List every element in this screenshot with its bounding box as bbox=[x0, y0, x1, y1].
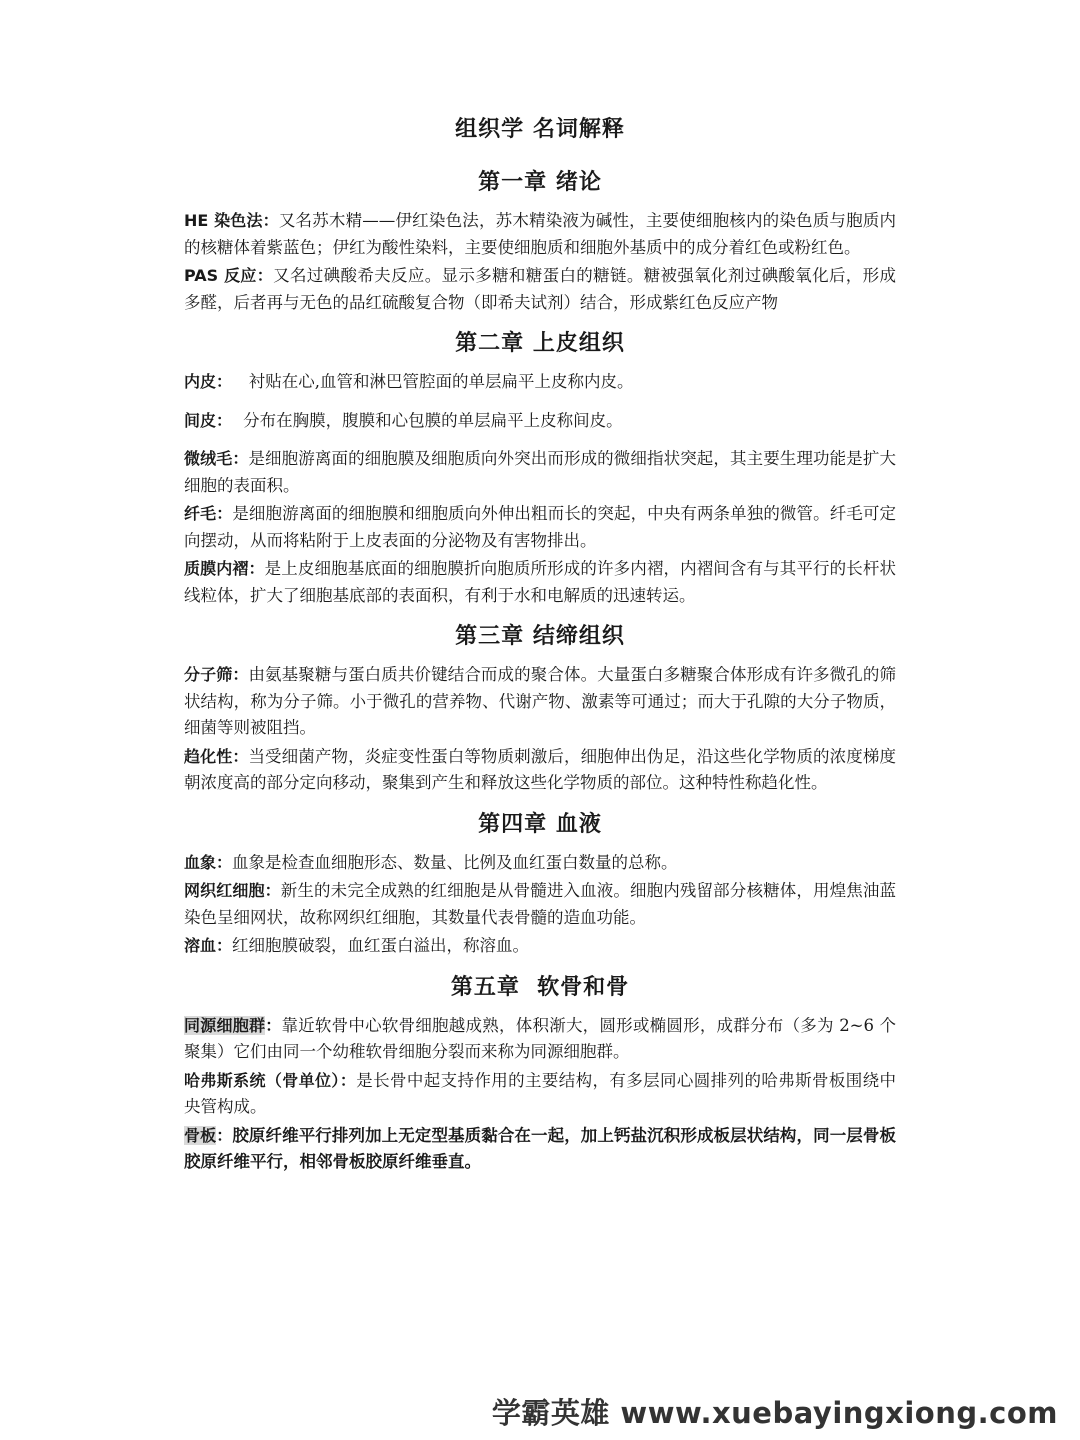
term: 趋化性 bbox=[184, 746, 233, 766]
definition: 是细胞游离面的细胞膜和细胞质向外伸出粗而长的突起，中央有两条单独的微管。纤毛可定向摆动，从而将粘附于上皮表面的分泌物及有害物排出。 bbox=[184, 504, 896, 550]
chapter-title: 第四章 血液 bbox=[478, 810, 602, 837]
term: 纤毛 bbox=[184, 504, 217, 523]
definition: 血象是检查血细胞形态、数量、比例及血红蛋白数量的总称。 bbox=[232, 852, 678, 872]
definition: 又名过碘酸希夫反应。显示多糖和糖蛋白的糖链。糖被强氧化剂过碘酸氧化后，形成多醛，后者再与无色的品红硫酸复合物（即希夫试剂）结合，形成紫红色反应产物 bbox=[184, 266, 896, 312]
term: 溶血 bbox=[184, 936, 217, 955]
watermark-text: 学霸英雄 www.xuebayingxiong.com bbox=[491, 1396, 1058, 1430]
term: 骨板 bbox=[184, 1125, 217, 1145]
entry-hemolysis bbox=[184, 933, 896, 960]
definition: 新生的未完全成熟的红细胞是从骨髓进入血液。细胞内残留部分核糖体，用煌焦油蓝染色呈细网状，故称网织红细胞，其数量代表骨髓的造血功能。 bbox=[184, 881, 896, 927]
entry-chemotaxis bbox=[184, 744, 896, 797]
definition: 靠近软骨中心软骨细胞越成熟，体积渐大，圆形或椭圆形，成群分布（多为 2~6 个聚集）它们由同一个幼稚软骨细胞分裂而来称为同源细胞群。 bbox=[184, 1015, 896, 1061]
entry-microvilli bbox=[184, 446, 896, 499]
chapter-4 bbox=[184, 807, 896, 960]
entry-hemogram bbox=[184, 850, 896, 877]
term: PAS 反应 bbox=[184, 266, 257, 285]
chapter-5 bbox=[184, 970, 896, 1176]
term: 间皮 bbox=[184, 410, 217, 430]
definition: 红细胞膜破裂，血红蛋白溢出，称溶血。 bbox=[232, 936, 530, 955]
term-separator: ： bbox=[248, 559, 265, 578]
chapter-3 bbox=[184, 619, 896, 797]
term-separator: ： bbox=[216, 936, 233, 955]
entry-mesothelium bbox=[184, 408, 896, 435]
document-title: 组织学 名词解释 bbox=[455, 116, 625, 142]
term-separator: ： bbox=[216, 372, 249, 391]
term-separator: ： bbox=[264, 881, 281, 900]
entry-cilia bbox=[184, 501, 896, 554]
entry-molecular-sieve bbox=[184, 662, 896, 742]
document-page bbox=[184, 112, 896, 1178]
term: 质膜内褶 bbox=[184, 559, 249, 578]
definition: 当受细菌产物，炎症变性蛋白等物质刺激后，细胞伸出伪足，沿这些化学物质的浓度梯度朝浓度高的部分定向移动，聚集到产生和释放这些化学物质的部位。这种特性称趋化性。 bbox=[184, 746, 896, 792]
chapter-title: 第五章 软骨和骨 bbox=[450, 973, 630, 1000]
chapter-1 bbox=[184, 165, 896, 316]
chapter-title: 第二章 上皮组织 bbox=[455, 330, 625, 356]
entry-plasma-membrane-infolding bbox=[184, 556, 896, 609]
definition: 胶原纤维平行排列加上无定型基质黏合在一起，加上钙盐沉积形成板层状结构，同一层骨板胶原纤维平行，相邻骨板胶原纤维垂直。 bbox=[184, 1125, 896, 1171]
definition: 又名苏木精——伊红染色法，苏木精染液为碱性，主要使细胞核内的染色质与胞质内的核糖体着紫蓝色；伊红为酸性染料，主要使细胞质和细胞外基质中的成分着红色或粉红色。 bbox=[184, 211, 896, 257]
entry-haversian-system bbox=[184, 1068, 896, 1121]
chapter-title: 第一章 绪论 bbox=[478, 169, 602, 195]
term: 分子筛 bbox=[184, 665, 233, 684]
term: 微绒毛 bbox=[184, 449, 233, 468]
chapter-title: 第三章 结缔组织 bbox=[455, 623, 625, 649]
term: 哈弗斯系统（骨单位） bbox=[184, 1070, 340, 1090]
chapter-2 bbox=[184, 326, 896, 609]
term: 内皮 bbox=[184, 372, 217, 391]
entry-isogenous-group bbox=[184, 1013, 896, 1066]
entry-pas-reaction bbox=[184, 263, 896, 316]
term-separator: ： bbox=[232, 746, 249, 766]
definition: 是细胞游离面的细胞膜及细胞质向外突出而形成的微细指状突起，其主要生理功能是扩大细胞的表面积。 bbox=[184, 449, 896, 495]
definition: 是长骨中起支持作用的主要结构，有多层同心圆排列的哈弗斯骨板围绕中央管构成。 bbox=[184, 1070, 896, 1116]
term-separator: ： bbox=[339, 1070, 357, 1090]
definition: 是上皮细胞基底面的细胞膜折向胞质所形成的许多内褶，内褶间含有与其平行的长杆状线粒体，扩大了细胞基底部的表面积，有利于水和电解质的迅速转运。 bbox=[184, 559, 896, 605]
term: 网织红细胞 bbox=[184, 881, 265, 900]
term-separator: ： bbox=[256, 266, 274, 285]
term-separator: ： bbox=[232, 449, 249, 468]
term: 血象 bbox=[184, 852, 217, 872]
term-separator: ： bbox=[216, 852, 233, 872]
term-separator: ： bbox=[262, 211, 279, 230]
term-separator: ： bbox=[216, 410, 244, 430]
term: 同源细胞群 bbox=[184, 1015, 266, 1035]
term-separator: ： bbox=[265, 1015, 282, 1035]
term-separator: ： bbox=[216, 504, 233, 523]
entry-bone-lamella bbox=[184, 1123, 896, 1176]
term-separator: ： bbox=[216, 1125, 233, 1145]
term: HE 染色法 bbox=[184, 211, 263, 230]
entry-he-stain bbox=[184, 208, 896, 261]
entry-endothelium bbox=[184, 369, 896, 396]
entry-reticulocyte bbox=[184, 878, 896, 931]
term-separator: ： bbox=[232, 665, 249, 684]
definition: 衬贴在心,血管和淋巴管腔面的单层扁平上皮称内皮。 bbox=[248, 372, 634, 391]
definition: 由氨基聚糖与蛋白质共价键结合而成的聚合体。大量蛋白多糖聚合体形成有许多微孔的筛状结构，称为分子筛。小于微孔的营养物、代谢产物、激素等可通过；而大于孔隙的大分子物质，细菌等则被阻挡。 bbox=[184, 665, 896, 737]
definition: 分布在胸膜，腹膜和心包膜的单层扁平上皮称间皮。 bbox=[243, 410, 623, 430]
